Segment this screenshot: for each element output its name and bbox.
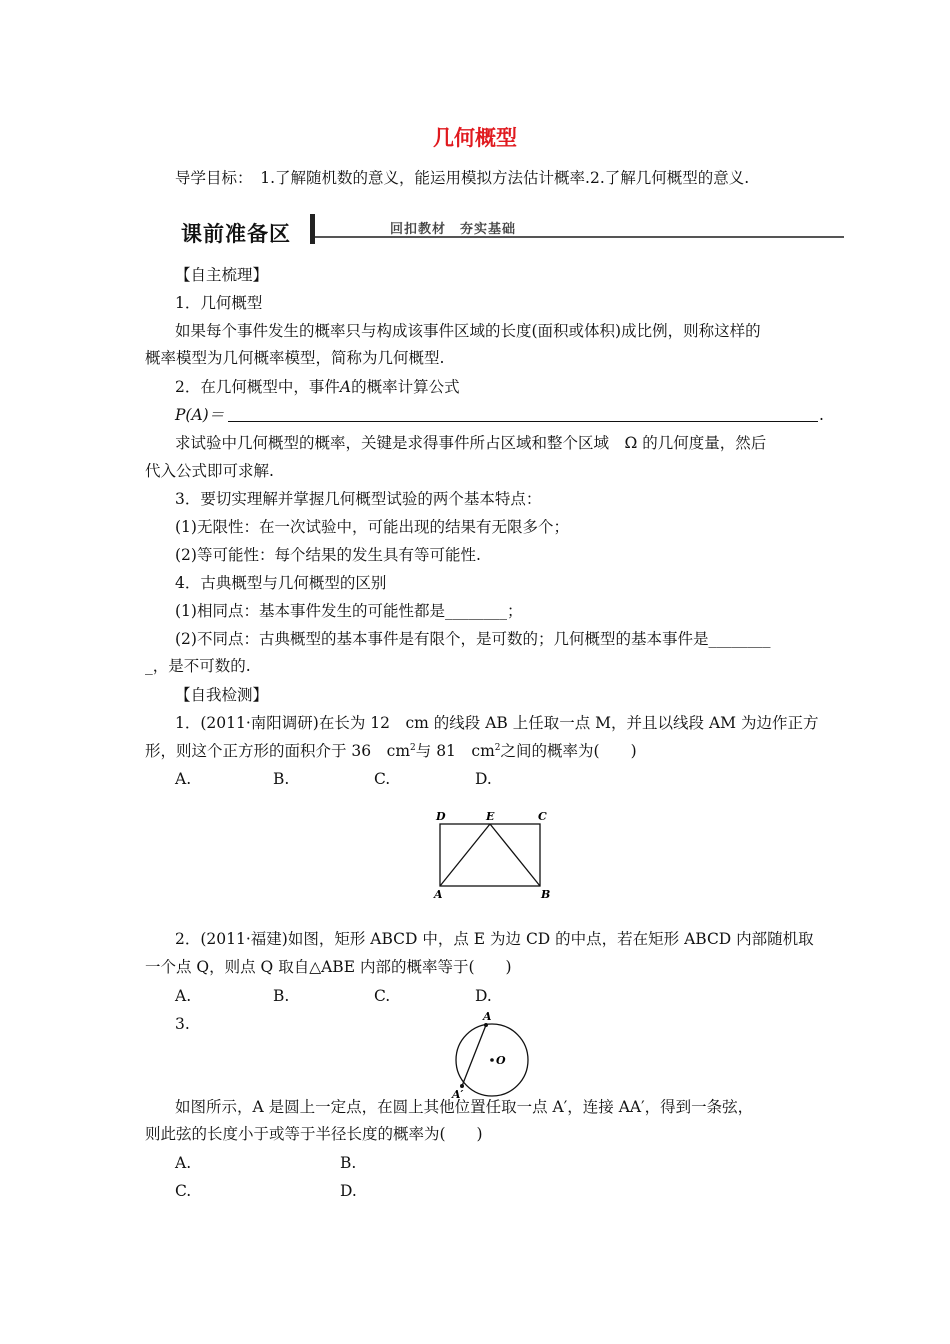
label-b: B	[541, 888, 551, 901]
label-a-prime: A′	[452, 1088, 464, 1100]
label-a: A	[483, 1010, 492, 1023]
para: 1．几何概型	[175, 294, 263, 312]
option-b[interactable]: B.	[273, 987, 290, 1005]
para: 概率模型为几何概率模型，简称为几何概型.	[145, 349, 445, 367]
option-a[interactable]: A.	[175, 1154, 192, 1172]
section-heading-check: 【自我检测】	[175, 686, 269, 704]
formula-blank	[228, 421, 818, 422]
q1-part: 形，则这个正方形的面积介于 36 cm	[145, 742, 411, 760]
banner-subtitle: 回扣教材 夯实基础	[390, 222, 517, 237]
para: 4．古典概型与几何概型的区别	[175, 574, 387, 592]
banner-bar	[310, 214, 315, 244]
option-a[interactable]: A.	[175, 987, 192, 1005]
para	[175, 377, 460, 397]
para: (1)无限性：在一次试验中，可能出现的结果有无限多个；	[175, 518, 569, 536]
period: .	[819, 406, 824, 424]
option-b[interactable]: B.	[273, 770, 290, 788]
option-d[interactable]: D.	[475, 987, 492, 1005]
option-a[interactable]: A.	[175, 770, 192, 788]
banner-label: 课前准备区	[181, 222, 291, 246]
label-c: C	[538, 810, 547, 823]
option-b[interactable]: B.	[340, 1154, 357, 1172]
option-c[interactable]: C.	[374, 987, 391, 1005]
superscript: 2	[494, 742, 501, 753]
label-e: E	[486, 810, 495, 823]
section-heading-review: 【自主梳理】	[175, 266, 269, 284]
q1-part: 之间的概率为( )	[500, 742, 637, 760]
option-c[interactable]: C.	[374, 770, 391, 788]
learning-goal: 导学目标： 1.了解随机数的意义，能运用模拟方法估计概率.2.了解几何概型的意义.	[175, 169, 750, 187]
var-a: A	[339, 378, 352, 396]
option-d[interactable]: D.	[340, 1182, 357, 1200]
option-d[interactable]: D.	[475, 770, 492, 788]
para: _，是不可数的.	[145, 657, 251, 675]
para-part: 的概率计算公式	[351, 378, 460, 396]
page-title: 几何概型	[433, 126, 517, 150]
question-3-line1: 如图所示，A 是圆上一定点，在圆上其他位置任取一点 A′，连接 AA′，得到一条弦，	[175, 1098, 754, 1116]
section-banner	[175, 214, 309, 246]
para: 3．要切实理解并掌握几何概型试验的两个基本特点：	[175, 490, 542, 508]
para: 代入公式即可求解.	[145, 462, 274, 480]
question-3-number: 3.	[175, 1015, 190, 1033]
para: (2)不同点：古典概型的基本事件是有限个，是可数的；几何概型的基本事件是________	[175, 630, 771, 648]
label-d: D	[436, 810, 446, 823]
superscript: 2	[410, 742, 416, 753]
question-2-line2: 一个点 Q，则点 Q 取自△ABE 内部的概率等于( )	[145, 958, 512, 976]
question-1-line2	[145, 741, 637, 761]
q1-part: 与 81 cm	[415, 742, 495, 760]
formula-label: P(A)＝	[175, 406, 225, 424]
para: 如果每个事件发生的概率只与构成该事件区域的长度(面积或体积)成比例，则称这样的	[175, 322, 761, 340]
label-a: A	[434, 888, 443, 901]
para-part: 2．在几何概型中，事件	[175, 378, 340, 396]
question-2-line1: 2．(2011·福建)如图，矩形 ABCD 中，点 E 为边 CD 的中点，若在矩形 ABCD 内部随机取	[175, 930, 814, 948]
para: (2)等可能性：每个结果的发生具有等可能性.	[175, 546, 481, 564]
question-3-line2: 则此弦的长度小于或等于半径长度的概率为( )	[145, 1125, 483, 1143]
option-c[interactable]: C.	[175, 1182, 192, 1200]
rectangle-figure	[428, 808, 558, 902]
label-o: O	[496, 1054, 506, 1067]
circle-figure	[440, 1008, 540, 1100]
question-1-line1: 1．(2011·南阳调研)在长为 12 cm 的线段 AB 上任取一点 M，并且以线段 AM 为边作正方	[175, 714, 819, 732]
para: 求试验中几何概型的概率，关键是求得事件所占区域和整个区域 Ω 的几何度量，然后	[175, 434, 767, 452]
para: (1)相同点：基本事件发生的可能性都是________；	[175, 602, 523, 620]
